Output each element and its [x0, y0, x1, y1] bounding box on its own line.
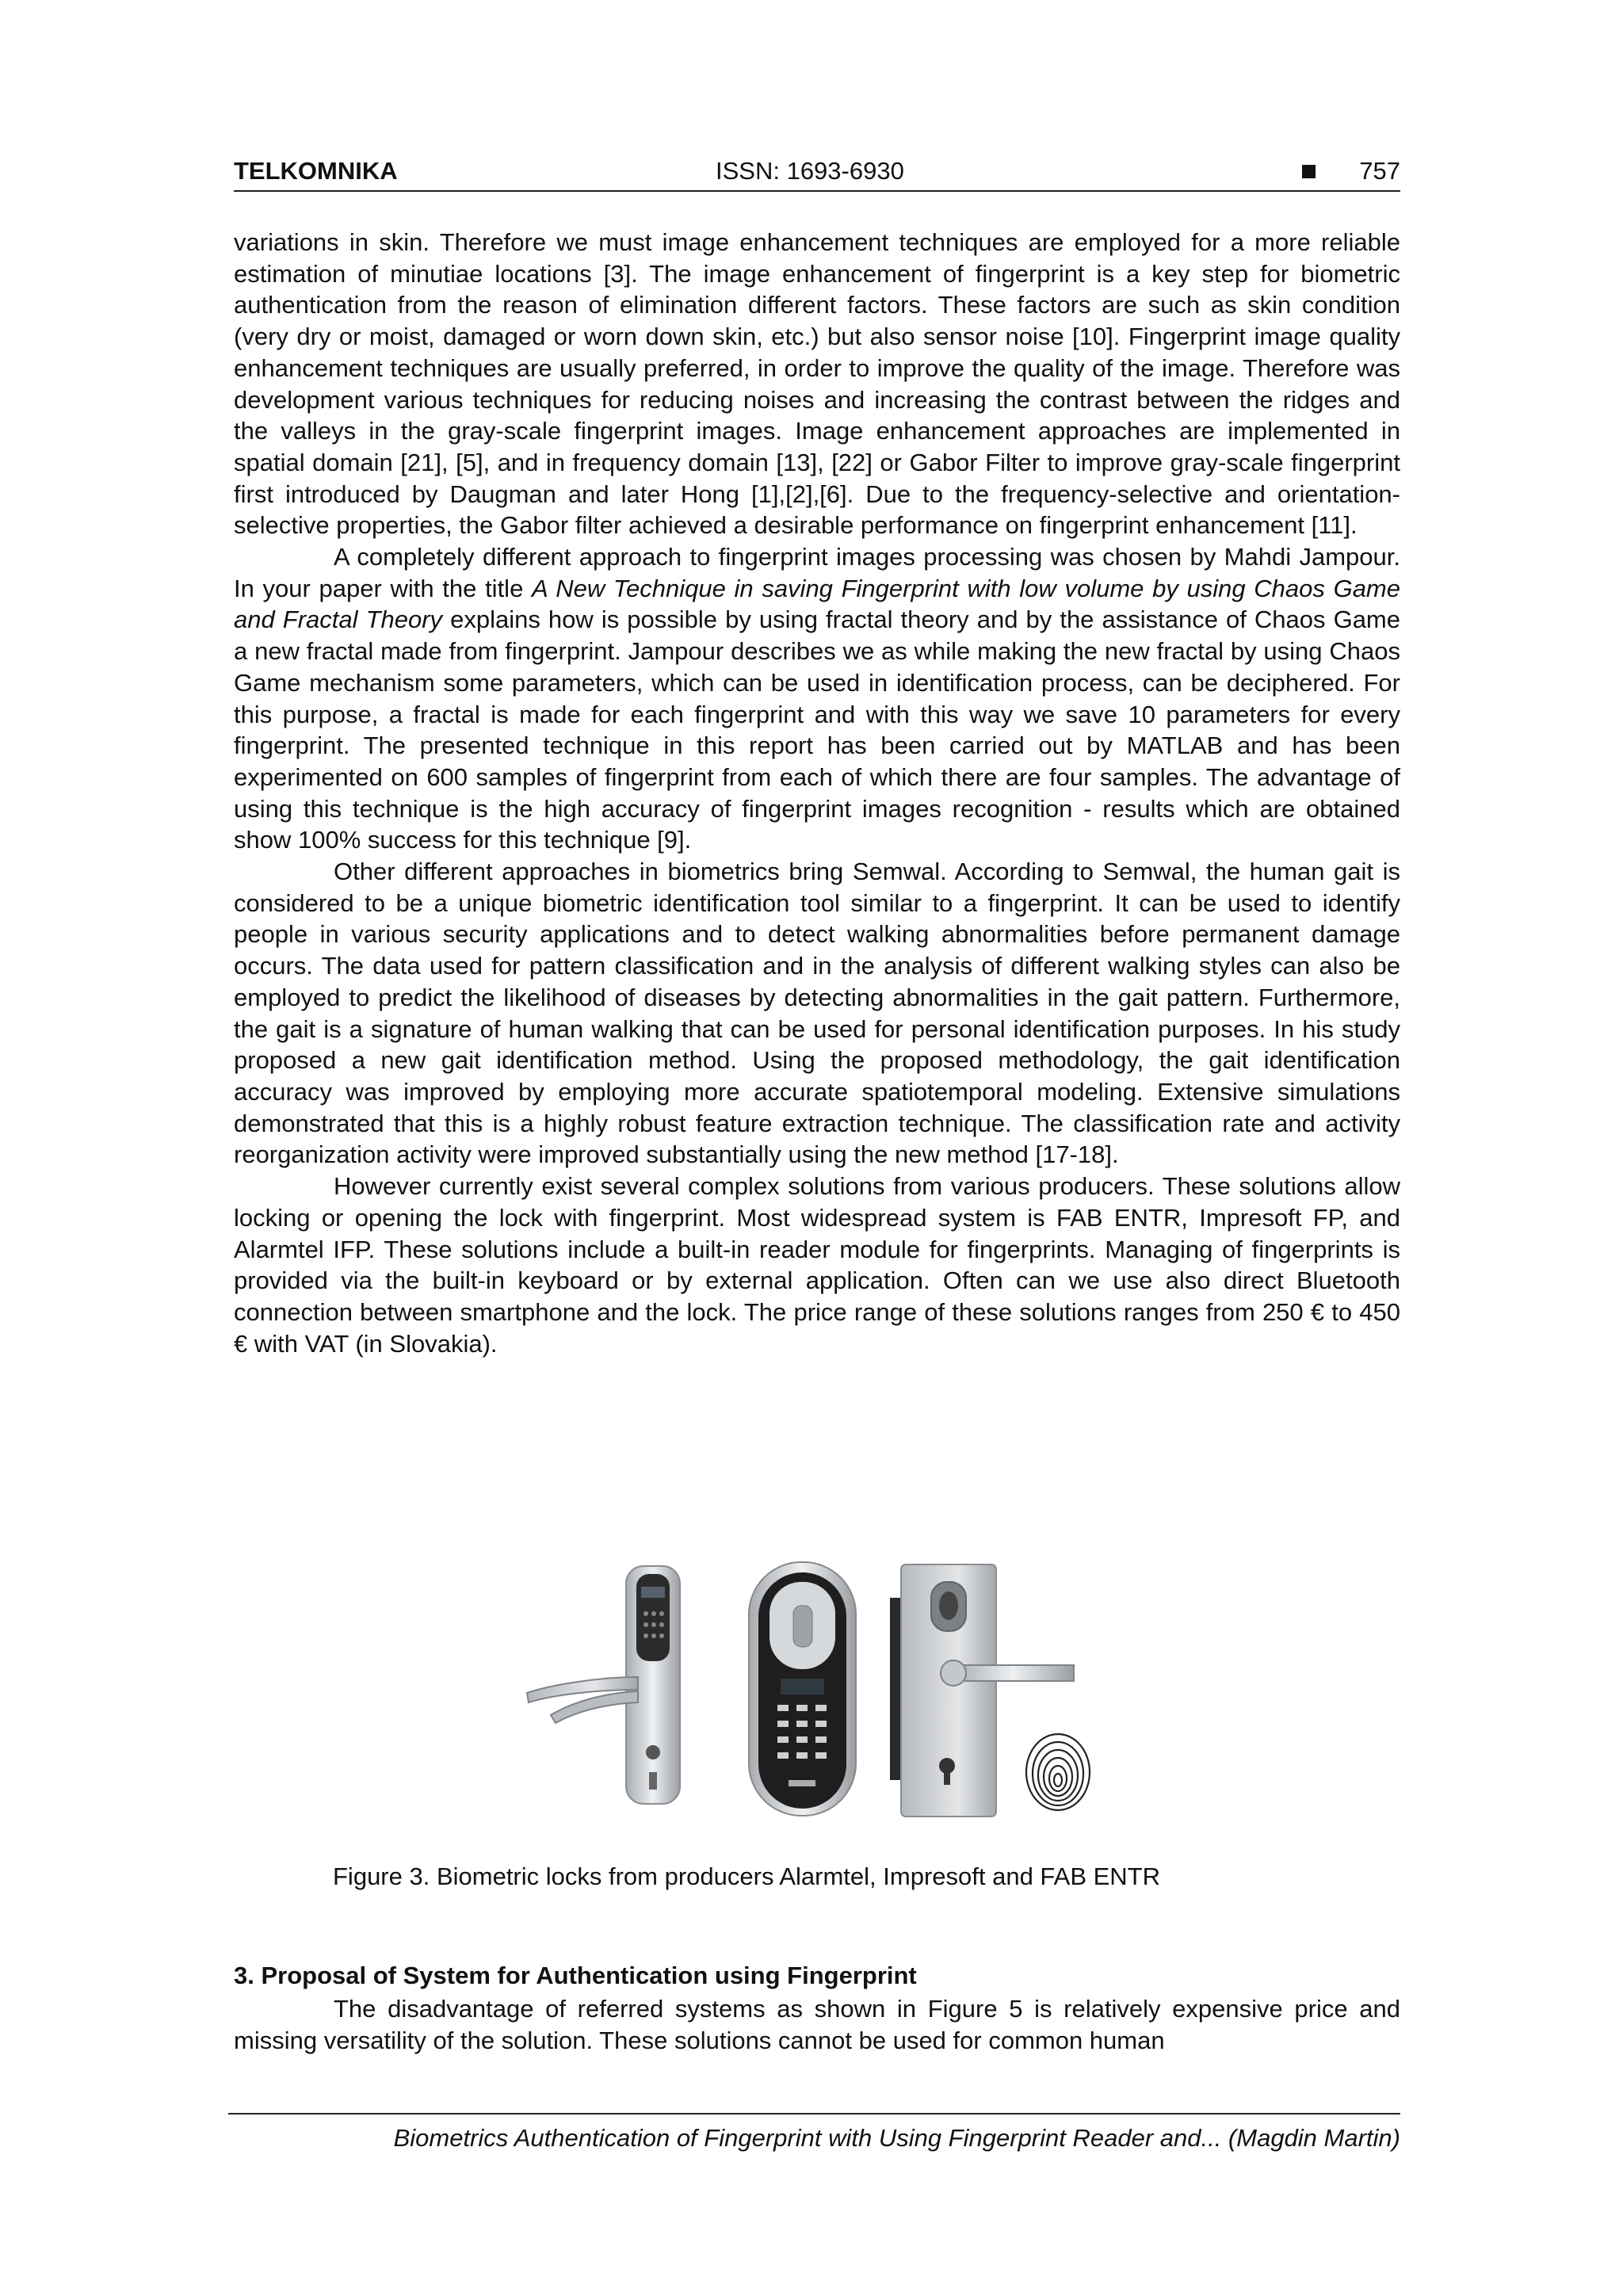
journal-name: TELKOMNIKA	[234, 157, 398, 185]
paragraph-4: However currently exist several complex solutions from various producers. These solutions allow locking or opening the lock with fingerprint. Most widespread system is FAB ENTR, Impresoft FP, and Alarmtel IFP. These solutions include a built-in reader module for fingerprints. Managing of fingerprints is provided via the built-in keyboard or by external application. Often can we use also direct Bluetooth connection between smartphone and the lock. The price range of these solutions ranges from 250 € to 450 € with VAT (in Slovakia).	[234, 1172, 1400, 1358]
section-title: 3. Proposal of System for Authentication using Fingerprint	[234, 1962, 917, 1989]
paragraph-2-start: A completely different approach to fingerprint images processing was chosen by Mahdi Jampour. In your paper with the title	[234, 543, 1400, 602]
header-bullet-icon	[1302, 165, 1316, 178]
figure-image	[519, 1558, 1121, 1828]
lock-alarmtel	[527, 1566, 680, 1804]
cited-paper-title: A New Technique in saving Fingerprint with low volume by using Chaos Game and Fractal Theory	[234, 574, 1400, 634]
page-footer	[228, 2113, 1400, 2156]
paragraph-2-end: explains how is possible by using fractal theory and by the assistance of Chaos Game a new fractal made from fingerprint. Jampour describes we as while making the new fractal by using Chaos Game mechanism some parameters, which can be used in identification process, can be deciphered. For this purpose, a fractal is made for each fingerprint and with this way we save 10 parameters for every fingerprint. The presented technique in this report has been carried out by MATLAB and has been experimented on 600 samples of fingerprint from each of which there are four samples. The advantage of using this technique is the high accuracy of fingerprint images recognition - results which are obtained show 100% success for this technique [9].	[234, 606, 1400, 854]
figure-biometric-locks	[519, 1558, 1121, 1828]
paragraph-2	[234, 541, 1400, 856]
fingerprint-icon	[1026, 1734, 1090, 1810]
section-paragraph-1: The disadvantage of referred systems as shown in Figure 5 is relatively expensive price and missing versatility of the solution. These solutions cannot be used for common human	[234, 1995, 1400, 2054]
issn: ISSN: 1693-6930	[716, 157, 904, 185]
section-body	[234, 1993, 1400, 2056]
page-number: 757	[1359, 157, 1400, 185]
lock-fab-entr	[890, 1564, 1074, 1817]
body-text	[234, 227, 1400, 1359]
lock-impresoft	[749, 1562, 856, 1816]
paragraph-1: variations in skin. Therefore we must image enhancement techniques are employed for a more reliable estimation of minutiae locations [3]. The image enhancement of fingerprint is a key step for biometric authentication from the reason of elimination different factors. These factors are such as skin condition (very dry or moist, damaged or worn down skin, etc.) but also sensor noise [10]. Fingerprint image quality enhancement techniques are usually preferred, in order to improve the quality of the image. Therefore was development various techniques for reducing noises and increasing the contrast between the ridges and the valleys in the gray-scale fingerprint images. Image enhancement approaches are implemented in spatial domain [21], [5], and in frequency domain [13], [22] or Gabor Filter to improve gray-scale fingerprint first introduced by Daugman and later Hong [1],[2],[6]. Due to the frequency-selective and orientation-selective properties, the Gabor filter achieved a desirable performance on fingerprint enhancement [11].	[234, 228, 1400, 540]
footer-text: Biometrics Authentication of Fingerprint with Using Fingerprint Reader and... (Magdin Martin)	[393, 2124, 1400, 2152]
page-header	[234, 157, 1400, 192]
figure-caption: Figure 3. Biometric locks from producers Alarmtel, Impresoft and FAB ENTR	[333, 1862, 1161, 1890]
paragraph-3: Other different approaches in biometrics bring Semwal. According to Semwal, the human gait is considered to be a unique biometric identification tool similar to a fingerprint. It can be used to identify people in various security applications and to detect walking abnormalities before permanent damage occurs. The data used for pattern classification and in the analysis of different walking styles can also be employed to predict the likelihood of diseases by detecting abnormalities in the gait pattern. Furthermore, the gait is a signature of human walking that can be used for personal identification purposes. In his study proposed a new gait identification method. Using the proposed methodology, the gait identification accuracy was improved by employing more accurate spatiotemporal modeling. Extensive simulations demonstrated that this is a highly robust feature extraction technique. The classification rate and activity reorganization activity were improved substantially using the new method [17-18].	[234, 858, 1400, 1169]
